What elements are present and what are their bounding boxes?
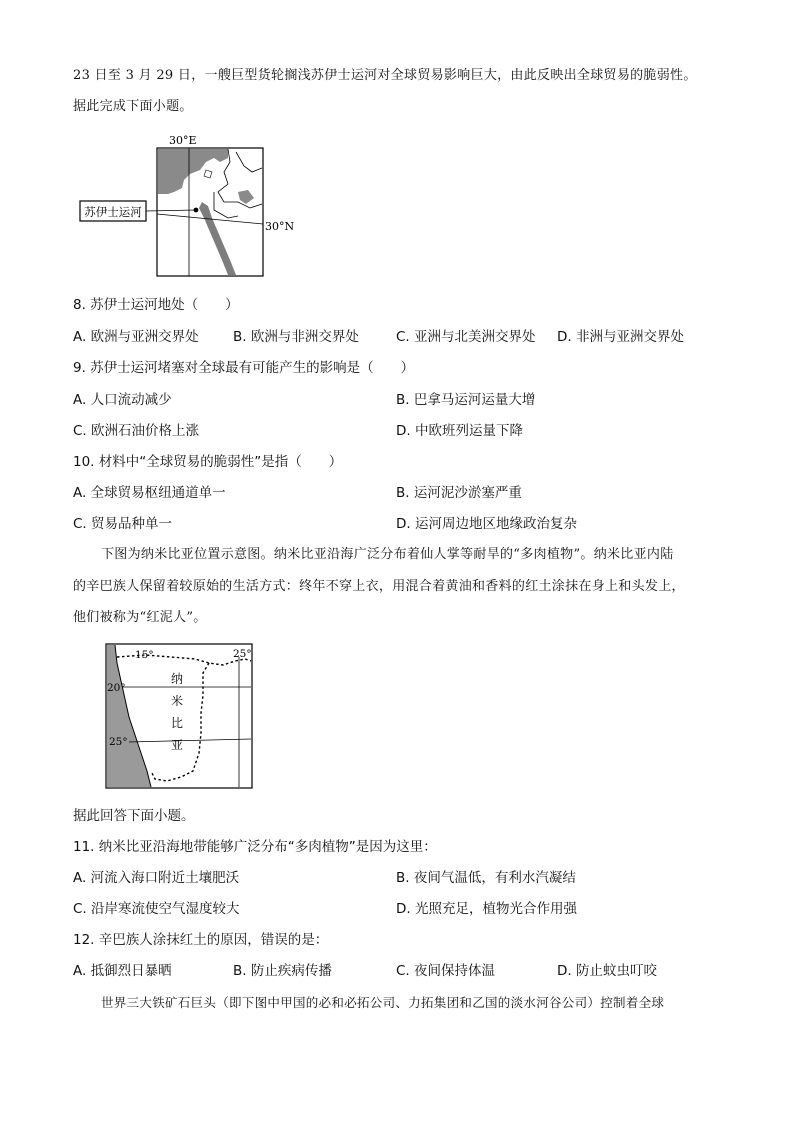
country-char-3: 比 [171, 716, 184, 730]
q10-option-d: D. 运河周边地区地缘政治复杂 [396, 516, 577, 532]
intro-line-2: 据此完成下面小题。 [73, 99, 193, 114]
lat-15-label: 15° [135, 649, 154, 661]
q12-option-d: D. 防止蚊虫叮咬 [557, 963, 657, 979]
q8-option-a: A. 欧洲与亚洲交界处 [73, 329, 199, 345]
longitude-label: 30°E [169, 134, 197, 147]
lat-20-label: 20° [107, 682, 126, 694]
q12-option-b: B. 防止疾病传播 [233, 963, 332, 979]
passage2-line-1: 下图为纳米比亚位置示意图。纳米比亚沿海广泛分布着仙人掌等耐旱的“多肉植物”。纳米比亚内陆 [101, 547, 674, 562]
q9-option-d: D. 中欧班列运量下降 [396, 423, 523, 439]
q11-option-a: A. 河流入海口附近土壤肥沃 [73, 870, 240, 886]
latitude-label: 30°N [265, 220, 295, 233]
country-char-1: 纳 [171, 672, 184, 686]
q8-option-c: C. 亚洲与北美洲交界处 [396, 329, 536, 345]
passage3-line-1: 世界三大铁矿石巨头（即下图中甲国的必和必拓公司、力拓集团和乙国的淡水河谷公司）控制着全球 [101, 995, 665, 1010]
lon-25-label: 25° [233, 648, 252, 660]
instruction-2: 据此回答下面小题。 [73, 808, 195, 824]
country-char-4: 亚 [171, 738, 184, 752]
q9-stem: 9. 苏伊士运河堵塞对全球最有可能产生的影响是（ ） [73, 360, 415, 376]
q10-stem: 10. 材料中“全球贸易的脆弱性”是指（ ） [73, 454, 343, 470]
q9-option-a: A. 人口流动减少 [73, 392, 172, 408]
intro-line-1: 23 日至 3 月 29 日，一艘巨型货轮搁浅苏伊士运河对全球贸易影响巨大，由此反映出全球贸易的脆弱性。 [73, 68, 697, 83]
q12-stem: 12. 辛巴族人涂抹红土的原因，错误的是： [73, 932, 329, 948]
q10-option-a: A. 全球贸易枢纽通道单一 [73, 485, 226, 501]
callout-label: 苏伊士运河 [84, 205, 142, 219]
q8-option-d: D. 非洲与亚洲交界处 [557, 329, 684, 345]
namibia-map [105, 643, 255, 791]
passage2-line-2: 的辛巴族人保留着较原始的生活方式：终年不穿上衣，用混合着黄油和香料的红土涂抹在身上和头发上， [73, 579, 685, 594]
q12-option-c: C. 夜间保持体温 [396, 963, 496, 979]
q11-stem: 11. 纳米比亚沿海地带能够广泛分布“多肉植物”是因为这里： [73, 839, 437, 855]
q9-option-b: B. 巴拿马运河运量大增 [396, 392, 536, 408]
suez-canal-map [78, 132, 308, 278]
lat-25-label: 25° [109, 736, 128, 748]
q8-stem: 8. 苏伊士运河地处（ ） [73, 297, 239, 313]
q8-option-b: B. 欧洲与非洲交界处 [233, 329, 359, 345]
passage2-line-3: 他们被称为“红泥人”。 [73, 610, 207, 625]
q11-option-d: D. 光照充足，植物光合作用强 [396, 901, 577, 917]
q12-option-a: A. 抵御烈日暴晒 [73, 963, 172, 979]
q10-option-b: B. 运河泥沙淤塞严重 [396, 485, 522, 501]
country-char-2: 米 [171, 694, 184, 708]
q9-option-c: C. 欧洲石油价格上涨 [73, 423, 200, 439]
q11-option-c: C. 沿岸寒流使空气湿度较大 [73, 901, 240, 917]
q11-option-b: B. 夜间气温低，有利水汽凝结 [396, 870, 576, 886]
q10-option-c: C. 贸易品种单一 [73, 516, 173, 532]
